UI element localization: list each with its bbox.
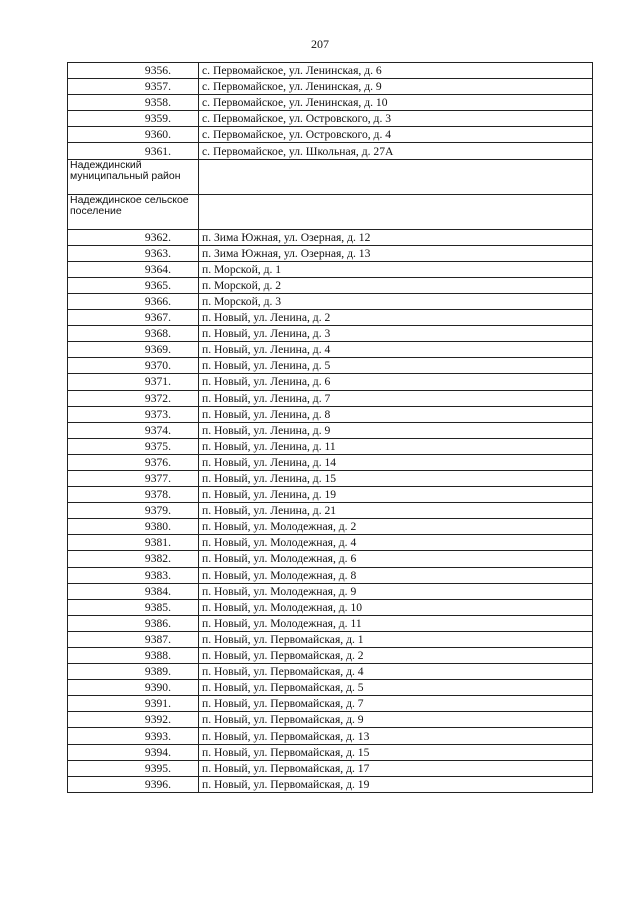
table-row [68,374,593,390]
row-number: 9368. [68,326,199,342]
row-address: с. Первомайское, ул. Ленинская, д. 6 [199,63,593,79]
row-address: п. Зима Южная, ул. Озерная, д. 12 [199,229,593,245]
section-empty-cell [199,159,593,194]
settlement-name: Надеждинское сельское поселение [68,194,199,229]
row-address: п. Новый, ул. Молодежная, д. 10 [199,599,593,615]
table-row [68,583,593,599]
row-number: 9395. [68,760,199,776]
row-number: 9374. [68,422,199,438]
row-number: 9382. [68,551,199,567]
table-row [68,760,593,776]
row-number: 9388. [68,648,199,664]
row-number: 9366. [68,293,199,309]
table-row [68,406,593,422]
row-number: 9365. [68,277,199,293]
row-address: п. Новый, ул. Молодежная, д. 8 [199,567,593,583]
row-address: п. Новый, ул. Молодежная, д. 11 [199,615,593,631]
table-row [68,310,593,326]
table-row [68,696,593,712]
row-number: 9358. [68,95,199,111]
table-row [68,261,593,277]
row-number: 9385. [68,599,199,615]
row-number: 9370. [68,358,199,374]
table-row [68,615,593,631]
table-row [68,95,593,111]
table-row [68,358,593,374]
row-address: п. Новый, ул. Ленина, д. 5 [199,358,593,374]
row-address: п. Новый, ул. Ленина, д. 19 [199,487,593,503]
table-row [68,63,593,79]
row-address: п. Зима Южная, ул. Озерная, д. 13 [199,245,593,261]
row-address: с. Первомайское, ул. Островского, д. 4 [199,127,593,143]
table-row [68,776,593,792]
row-address: п. Новый, ул. Первомайская, д. 5 [199,680,593,696]
table-row [68,111,593,127]
row-address: п. Новый, ул. Ленина, д. 9 [199,422,593,438]
row-address: п. Новый, ул. Первомайская, д. 2 [199,648,593,664]
table-row [68,422,593,438]
row-address: с. Первомайское, ул. Островского, д. 3 [199,111,593,127]
row-number: 9373. [68,406,199,422]
row-address: п. Новый, ул. Молодежная, д. 6 [199,551,593,567]
row-number: 9357. [68,79,199,95]
registry-rows-top [68,63,593,160]
table-row [68,664,593,680]
row-number: 9363. [68,245,199,261]
row-number: 9372. [68,390,199,406]
table-row [68,454,593,470]
table-row [68,79,593,95]
registry-rows-bottom [68,229,593,792]
registry-section-headers [68,159,593,229]
table-row [68,143,593,159]
row-number: 9375. [68,438,199,454]
table-row [68,744,593,760]
row-address: с. Первомайское, ул. Ленинская, д. 10 [199,95,593,111]
row-address: п. Новый, ул. Ленина, д. 21 [199,503,593,519]
section-row-district [68,159,593,194]
row-address: п. Морской, д. 1 [199,261,593,277]
row-number: 9376. [68,454,199,470]
row-address: п. Новый, ул. Ленина, д. 14 [199,454,593,470]
table-row [68,229,593,245]
row-address: п. Новый, ул. Молодежная, д. 2 [199,519,593,535]
row-address: п. Новый, ул. Ленина, д. 8 [199,406,593,422]
page-number: 207 [311,37,329,51]
row-number: 9378. [68,487,199,503]
address-registry-table [67,62,593,793]
row-number: 9379. [68,503,199,519]
row-number: 9394. [68,744,199,760]
table-row [68,728,593,744]
row-address: п. Морской, д. 2 [199,277,593,293]
section-row-settlement [68,194,593,229]
row-address: п. Новый, ул. Первомайская, д. 15 [199,744,593,760]
row-address: п. Морской, д. 3 [199,293,593,309]
table-row [68,551,593,567]
row-number: 9377. [68,470,199,486]
row-address: п. Новый, ул. Первомайская, д. 1 [199,631,593,647]
row-number: 9361. [68,143,199,159]
table-row [68,127,593,143]
table-row [68,503,593,519]
table-row [68,293,593,309]
row-number: 9360. [68,127,199,143]
row-address: п. Новый, ул. Первомайская, д. 13 [199,728,593,744]
row-address: п. Новый, ул. Ленина, д. 11 [199,438,593,454]
row-number: 9396. [68,776,199,792]
row-number: 9367. [68,310,199,326]
row-address: п. Новый, ул. Молодежная, д. 9 [199,583,593,599]
row-number: 9384. [68,583,199,599]
row-number: 9381. [68,535,199,551]
table-row [68,326,593,342]
table-row [68,535,593,551]
table-row [68,631,593,647]
row-number: 9391. [68,696,199,712]
row-number: 9386. [68,615,199,631]
row-address: п. Новый, ул. Ленина, д. 7 [199,390,593,406]
table-row [68,277,593,293]
row-address: п. Новый, ул. Ленина, д. 2 [199,310,593,326]
district-name: Надеждинский муниципальный район [68,159,199,194]
row-address: п. Новый, ул. Первомайская, д. 4 [199,664,593,680]
table-row [68,470,593,486]
row-number: 9359. [68,111,199,127]
row-address: п. Новый, ул. Первомайская, д. 7 [199,696,593,712]
table-row [68,712,593,728]
row-address: п. Новый, ул. Ленина, д. 15 [199,470,593,486]
row-address: п. Новый, ул. Первомайская, д. 19 [199,776,593,792]
row-address: п. Новый, ул. Ленина, д. 6 [199,374,593,390]
row-number: 9387. [68,631,199,647]
row-number: 9390. [68,680,199,696]
row-number: 9393. [68,728,199,744]
table-row [68,342,593,358]
row-number: 9371. [68,374,199,390]
row-number: 9362. [68,229,199,245]
section-empty-cell [199,194,593,229]
row-address: п. Новый, ул. Ленина, д. 4 [199,342,593,358]
row-number: 9392. [68,712,199,728]
row-address: п. Новый, ул. Ленина, д. 3 [199,326,593,342]
row-address: с. Первомайское, ул. Ленинская, д. 9 [199,79,593,95]
row-number: 9369. [68,342,199,358]
table-row [68,390,593,406]
row-number: 9389. [68,664,199,680]
row-address: п. Новый, ул. Первомайская, д. 9 [199,712,593,728]
table-row [68,599,593,615]
row-number: 9383. [68,567,199,583]
table-row [68,567,593,583]
table-row [68,519,593,535]
table-row [68,487,593,503]
table-row [68,245,593,261]
table-row [68,438,593,454]
row-address: с. Первомайское, ул. Школьная, д. 27А [199,143,593,159]
row-number: 9380. [68,519,199,535]
table-row [68,680,593,696]
row-number: 9356. [68,63,199,79]
row-address: п. Новый, ул. Первомайская, д. 17 [199,760,593,776]
row-address: п. Новый, ул. Молодежная, д. 4 [199,535,593,551]
table-row [68,648,593,664]
row-number: 9364. [68,261,199,277]
